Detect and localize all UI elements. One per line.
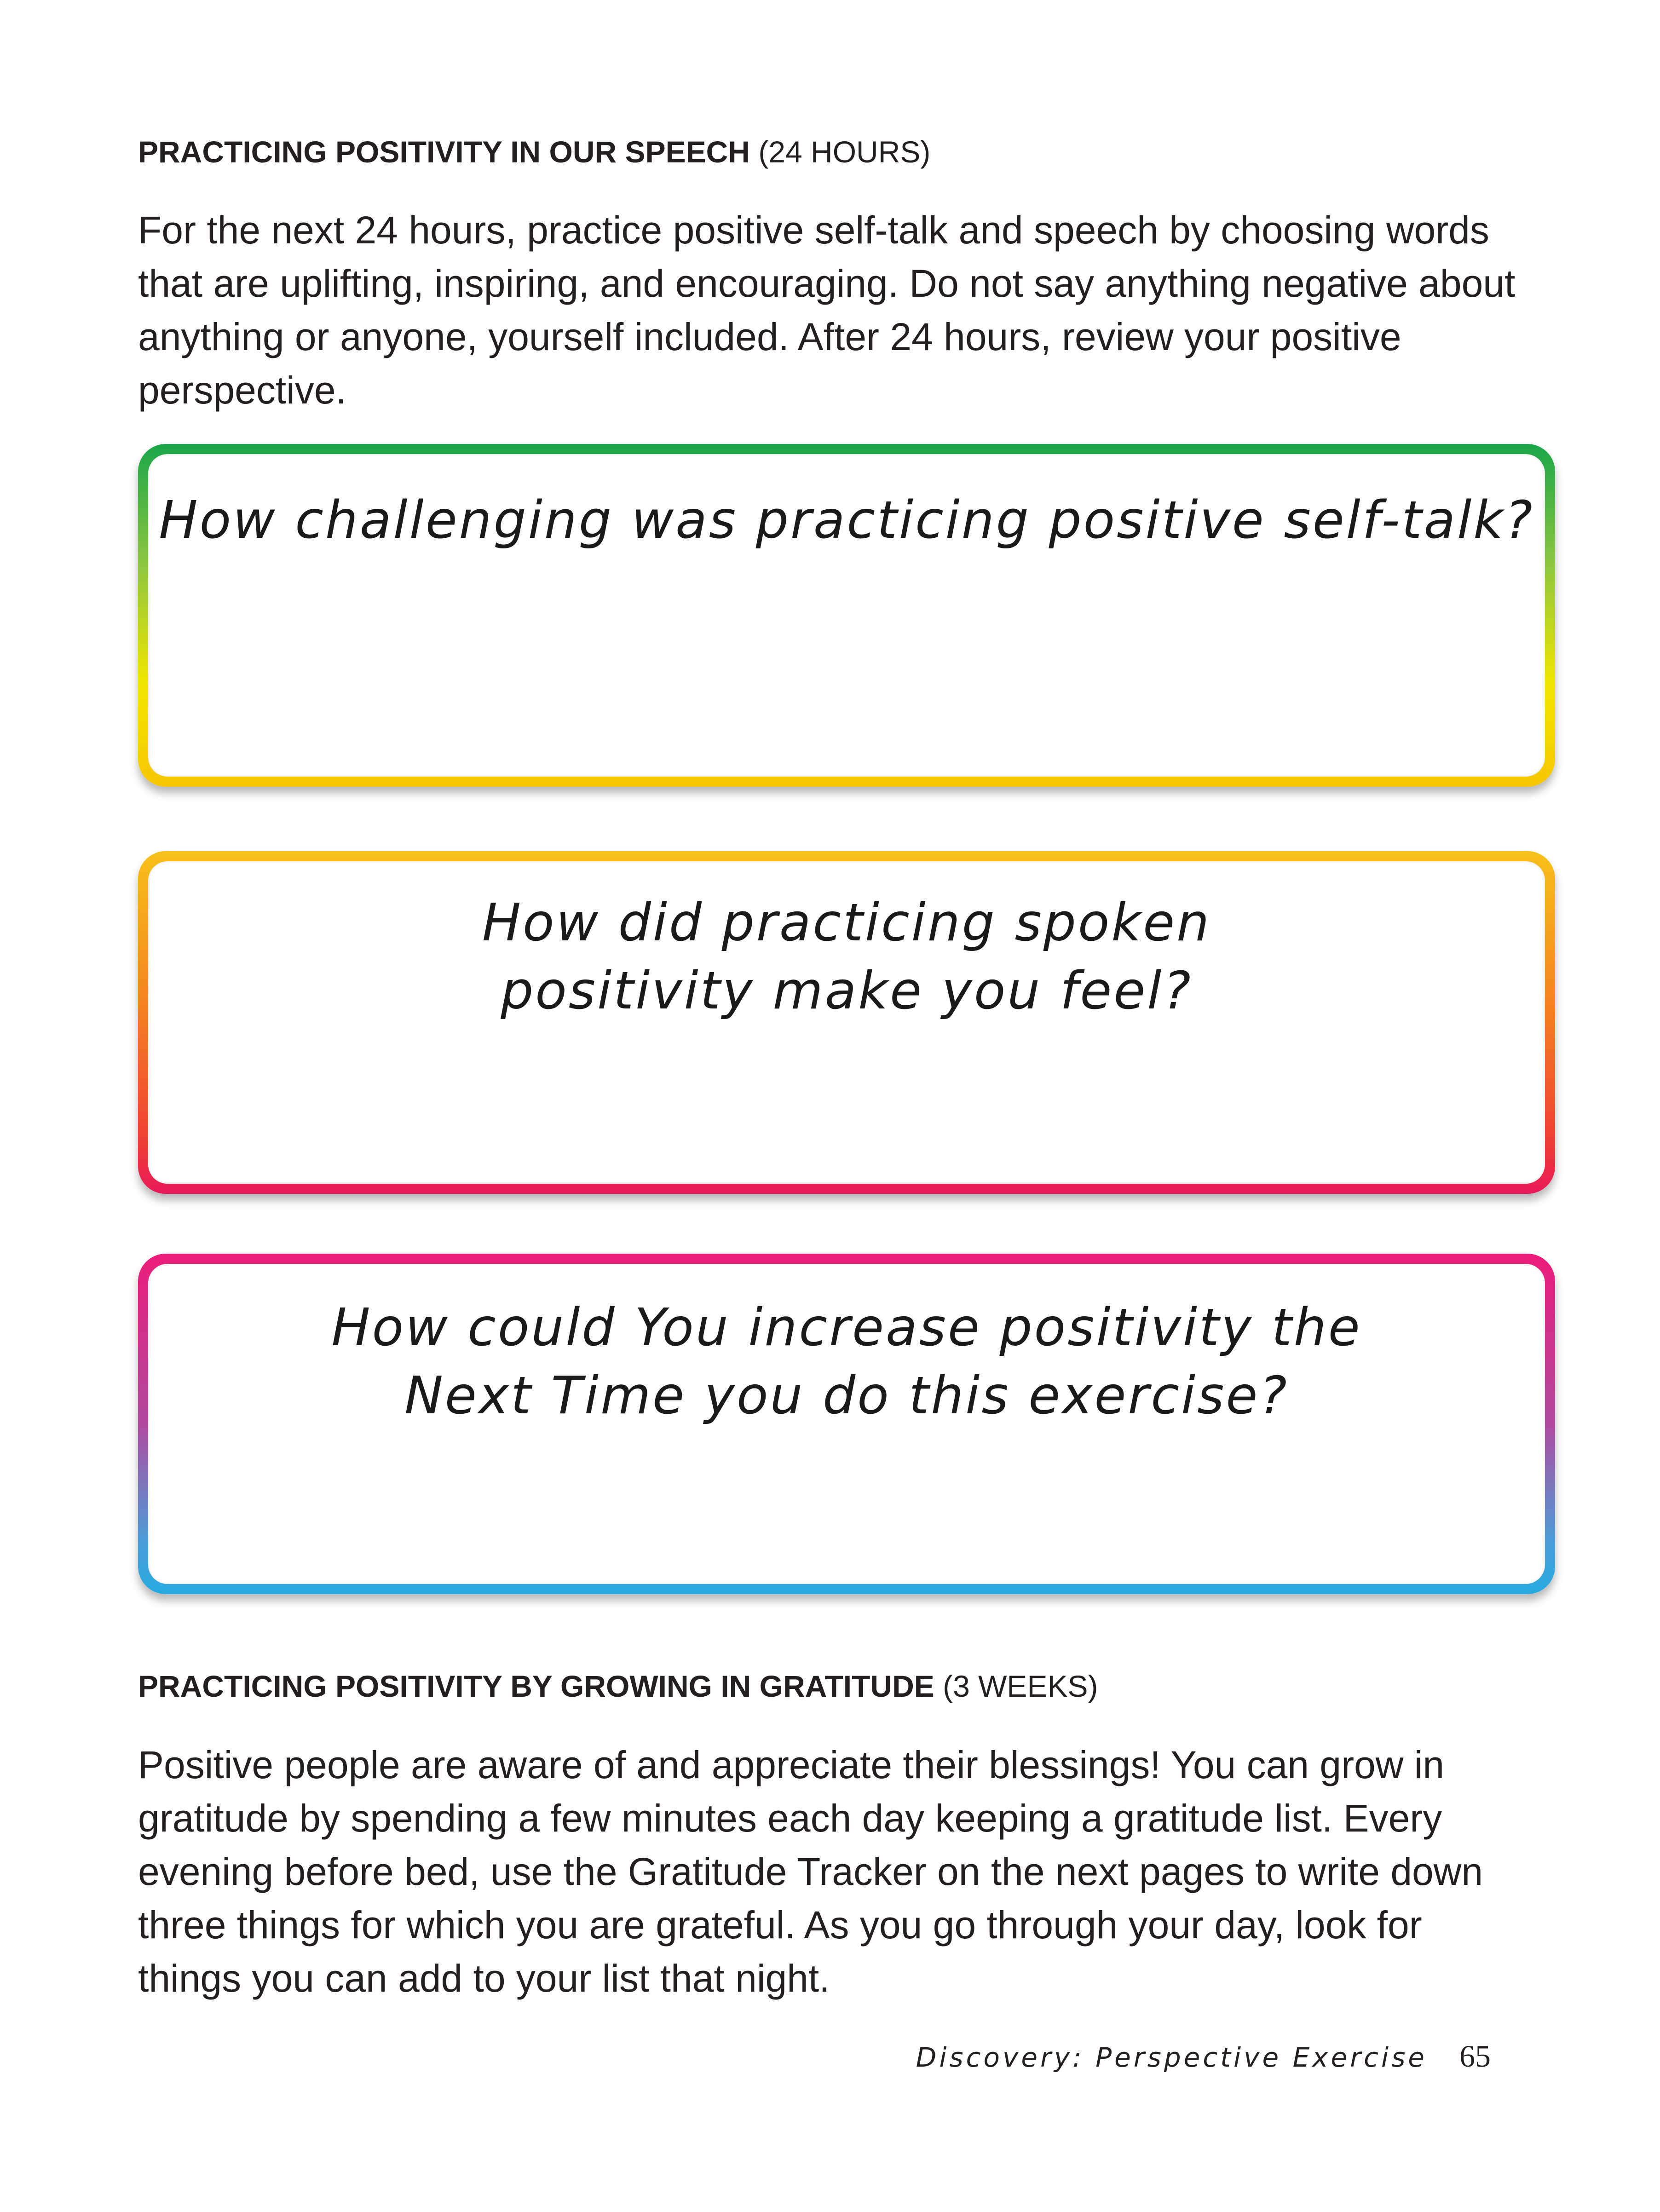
section-heading-gratitude	[138, 1668, 1098, 1705]
response-box-increase[interactable]	[138, 1254, 1555, 1594]
prompt-increase-line2: Next Time you do this exercise?	[404, 1366, 1289, 1426]
heading-bold-text: PRACTICING POSITIVITY IN OUR SPEECH	[138, 135, 750, 169]
heading-duration: (24 HOURS)	[758, 135, 931, 169]
prompt-increase-line1: How could You increase positivity the	[331, 1298, 1362, 1358]
section-heading-speech	[138, 133, 930, 170]
response-box-inner[interactable]	[148, 1264, 1545, 1584]
prompt-feeling-line1: How did practicing spoken	[482, 893, 1211, 953]
response-box-inner[interactable]	[148, 454, 1545, 777]
heading-bold-text: PRACTICING POSITIVITY BY GROWING IN GRATITUDE	[138, 1669, 934, 1703]
response-box-challenge[interactable]	[138, 444, 1555, 787]
response-box-inner[interactable]	[148, 861, 1545, 1184]
page-number: 65	[1459, 2039, 1491, 2074]
response-box-feeling[interactable]	[138, 851, 1555, 1194]
prompt-challenge-line1: How challenging was practicing positive self-talk?	[159, 490, 1534, 550]
heading-duration: (3 WEEKS)	[943, 1669, 1098, 1703]
speech-instructions-paragraph: For the next 24 hours, practice positive self-talk and speech by choosing words that are uplifting, inspiring, and encouraging. Do not say anything negative about anything or anyone, yourself included. After 24 hours, review your positive perspective.	[138, 208, 1516, 412]
page-footer	[916, 2038, 1491, 2074]
footer-section-label: Discovery: Perspective Exercise	[916, 2042, 1427, 2073]
prompt-feeling-line2: positivity make you feel?	[501, 961, 1193, 1021]
gratitude-instructions-paragraph: Positive people are aware of and appreciate their blessings! You can grow in gratitude by spending a few minutes each day keeping a gratitude list. Every evening before bed, use the Gratitude Tracker on the next pages to write down three things for which you are grateful. As you go through your day, look for things you can add to your list that night.	[138, 1743, 1483, 2000]
